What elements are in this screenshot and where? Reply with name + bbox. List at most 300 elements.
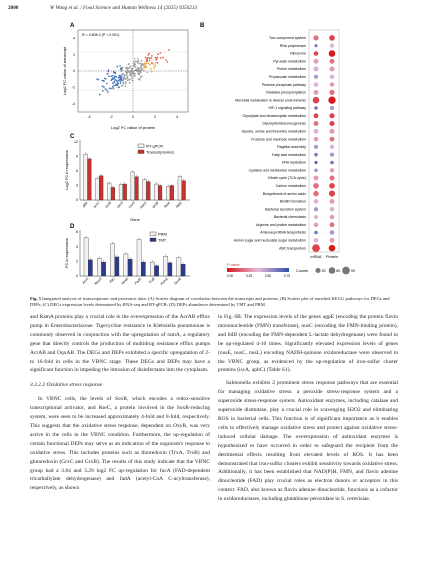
y-tick-label: 12 bbox=[74, 140, 78, 145]
bubble-mrna bbox=[313, 191, 318, 196]
y-tick-label: 4 bbox=[73, 36, 75, 41]
bar-rtqpcr bbox=[143, 180, 147, 200]
scatter-point bbox=[142, 65, 144, 67]
bubble-protein bbox=[329, 183, 335, 189]
scatter-point bbox=[148, 62, 150, 64]
bar-rtqpcr bbox=[178, 177, 182, 200]
scatter-point bbox=[157, 62, 159, 64]
bubble-mrna bbox=[313, 97, 320, 104]
bar-tmt bbox=[88, 260, 92, 276]
y-tick-label: -4 bbox=[71, 102, 75, 106]
y-tick-label: 6 bbox=[76, 169, 78, 174]
body-column-right bbox=[218, 313, 398, 508]
bubble-mrna bbox=[312, 244, 320, 252]
scatter-point bbox=[159, 52, 161, 54]
pvalue-ticks bbox=[227, 274, 290, 278]
bar-tmt bbox=[181, 264, 185, 276]
scatter-point bbox=[121, 85, 123, 87]
scatter-point bbox=[119, 75, 121, 77]
pvalue-colorbar bbox=[227, 268, 289, 272]
figure-caption bbox=[30, 296, 400, 308]
scatter-point bbox=[145, 57, 147, 59]
scatter-point bbox=[157, 57, 159, 59]
bubble-mrna bbox=[314, 176, 319, 181]
scatter-point bbox=[105, 88, 107, 90]
bubble-protein bbox=[330, 199, 335, 204]
bar-transcriptomics bbox=[182, 181, 186, 200]
scatter-point bbox=[129, 82, 131, 84]
scatter-point bbox=[108, 69, 110, 71]
scatter-point bbox=[150, 68, 152, 70]
bubble-mrna bbox=[314, 223, 318, 227]
legend-swatch-transcriptomics bbox=[138, 150, 144, 154]
bubble-protein bbox=[330, 82, 334, 86]
x-tick-label: -2 bbox=[109, 115, 113, 119]
scatter-point bbox=[138, 71, 140, 73]
scatter-point bbox=[102, 90, 104, 92]
counts-legend-title: Counts bbox=[296, 269, 309, 273]
bar-transcriptomics bbox=[146, 182, 150, 200]
pathway-label: Amino sugar and nucleotide sugar metabolism bbox=[234, 238, 306, 243]
scatter-point bbox=[162, 57, 164, 59]
scatter-point bbox=[117, 83, 119, 85]
scatter-point bbox=[160, 57, 162, 59]
scatter-point bbox=[144, 63, 146, 65]
scatter-point bbox=[138, 60, 140, 62]
scatter-point bbox=[140, 67, 142, 69]
scatter-point bbox=[134, 75, 136, 77]
scatter-point bbox=[113, 88, 115, 90]
category-label: fadD bbox=[174, 200, 183, 209]
scatter-point bbox=[134, 58, 136, 60]
pvalue-tick-label: 0.25 bbox=[246, 274, 253, 278]
pathway-label: Carbon metabolism bbox=[275, 184, 306, 188]
scatter-point bbox=[135, 64, 137, 66]
scatter-point bbox=[128, 64, 130, 66]
legend-label-rtqpcr: RT-qPCR bbox=[146, 143, 164, 149]
bubble-protein bbox=[330, 207, 334, 211]
bar-tmt bbox=[154, 266, 158, 276]
counts-legend-bubble bbox=[342, 267, 350, 275]
category-label: qnrB bbox=[151, 200, 160, 209]
y-tick-label: 0 bbox=[76, 274, 78, 279]
scatter-point bbox=[155, 62, 157, 64]
panel-b-rows bbox=[234, 35, 339, 252]
bubble-mrna bbox=[314, 215, 318, 219]
scatter-point bbox=[138, 78, 140, 80]
scatter-point bbox=[103, 86, 105, 88]
scatter-point bbox=[128, 78, 130, 80]
right-paragraph-2: Salmonella exhibits 2 prominent stress response pathways that are essential for managing oxidative stress: a peroxide stress-response system and a superoxide stress-response system. Antioxidant enzymes, including catalase and superoxide dismutase, play a crucial role in scavenging H2O2 and eliminating ROS in bacterial cells. This function is of significant importance as it enables cells to effectively manage oxidative stress and protect against oxidative stress-induced cellular damage. The overexpression of antioxidant enzymes is hypothesized to have occurred in order to safeguard the recipient from the detrimental effects resulting from elevated levels of ROS. It has been demonstrated that iron-sulfur clusters exhibit sensitivity towards oxidative stress. Additionally, it has been established that NAD(P)H, FMN, and flavin adenine dinucleotide (FAD) play crucial roles as electron donors or acceptors in this context. FAD, also known as flavin adenine dinucleotide, functions as a cofactor in oxidoreductases, including glutathione peroxidase in S. cerevisiae. bbox=[218, 380, 398, 503]
scatter-point bbox=[143, 66, 145, 68]
scatter-point bbox=[126, 74, 128, 76]
panel-d-label: D bbox=[70, 224, 75, 230]
scatter-point bbox=[141, 69, 143, 71]
bubble-protein bbox=[329, 129, 334, 134]
scatter-point bbox=[113, 71, 115, 73]
scatter-point bbox=[116, 84, 118, 86]
category-label: gltA bbox=[81, 200, 89, 208]
bubble-mrna bbox=[313, 66, 318, 71]
scatter-point bbox=[151, 55, 153, 57]
left-paragraph-2: In VBNC cells, the levels of SoxR, which encodes a redox-sensitive transcriptional activator, and RseC, a protein involved in the SoxR-reducing system, were seen to be increased approximately 4-fold and 8-fold, respectively. This suggests that the oxidative stress response, dependent on OxyR, was very active in the cells in the VBNC condition. Furthermore, the up-regulation of certain functional DEPs may serve as an indication of the organism's response to oxidative stress. This includes proteins such as thioredoxin (TrxA, TrxB) and glutaredoxin (GrxC and GrxB). The results of this study indicate that the VBNC group had a 3.84 and 3.29 log2 FC up-regulation for fucA (FAD-dependent tricarballylate dehydrogenase) and fadA (acetyl-CoA C-acyltransferase), respectively, as shown bbox=[30, 396, 210, 492]
pathway-label: Propanoate metabolism bbox=[269, 75, 306, 79]
bubble-protein bbox=[329, 66, 334, 71]
pathway-label: Aminoacyl-tRNA biosynthesis bbox=[260, 230, 306, 235]
scatter-point bbox=[110, 88, 112, 90]
bar-rtqpcr bbox=[96, 178, 100, 200]
counts-legend-bubble bbox=[329, 267, 336, 274]
bubble-protein bbox=[329, 121, 334, 126]
left-paragraph-1: and RamA proteins play a crucial role in the overexpression of the AcrAB efflux pump in Enterobacteriaceae. Tigecycline resistance in Klebsiella pneumoniae is commonly observed in conjunction with the upregulation of ramA, a regulatory gene that directly controls the production of multidrug resistance efflux pumps AcrAB and OqxAB. The DEGs and DEPs exhibited a specific upregulation of 2- to 16-fold in cells in the VBNC stage. These DEGs and DEPs may have a significant function in impeding the intrusion of disinfectants into the cytoplasm. bbox=[30, 314, 210, 374]
panel-d-ylabel: FC in expression bbox=[64, 237, 69, 269]
bar-transcriptomics bbox=[88, 159, 92, 200]
scatter-point bbox=[151, 71, 153, 73]
bubble-mrna bbox=[314, 44, 317, 47]
scatter-point bbox=[116, 81, 118, 83]
y-tick-label: 3 bbox=[76, 183, 78, 188]
pathway-label: Arginine and proline metabolism bbox=[256, 222, 306, 227]
x-tick-label: 0 bbox=[132, 115, 134, 119]
scatter-point bbox=[121, 68, 123, 70]
bar-prm bbox=[163, 256, 167, 276]
panel-c-ylabel: Log2 FC in expression bbox=[64, 149, 69, 191]
scatter-point bbox=[118, 86, 120, 88]
pathway-label: Bacterial chemotaxis bbox=[273, 215, 306, 220]
scatter-point bbox=[123, 80, 125, 82]
counts-legend-label: 90 bbox=[350, 269, 355, 273]
scatter-point bbox=[125, 85, 127, 87]
bubble-mrna bbox=[314, 129, 319, 134]
bubble-mrna bbox=[314, 231, 318, 235]
pathway-label: Pyruvate metabolism bbox=[273, 59, 306, 64]
scatter-point bbox=[140, 65, 142, 67]
x-tick-label: 4 bbox=[176, 115, 178, 119]
bubble-protein bbox=[329, 50, 336, 57]
pathway-label: Cysteine and methionine metabolism bbox=[248, 168, 306, 173]
scatter-point bbox=[140, 72, 142, 74]
scatter-point bbox=[129, 67, 131, 69]
pathway-label: Purine metabolism bbox=[277, 67, 306, 72]
bubble-protein bbox=[330, 238, 335, 243]
bubble-protein bbox=[329, 191, 335, 197]
bubble-protein bbox=[330, 168, 334, 172]
bar-prm bbox=[124, 254, 128, 276]
bar-prm bbox=[110, 244, 114, 276]
bubble-mrna bbox=[314, 137, 318, 141]
bar-rtqpcr bbox=[119, 185, 123, 200]
scatter-point bbox=[110, 75, 112, 77]
pathway-label: Fatty acid metabolism bbox=[271, 152, 306, 157]
y-tick-label: -2 bbox=[71, 85, 75, 90]
scatter-point bbox=[119, 77, 121, 79]
scatter-point bbox=[154, 65, 156, 67]
scatter-point bbox=[98, 79, 100, 81]
y-tick-label: 9 bbox=[76, 154, 78, 159]
category-label: FliC bbox=[108, 276, 116, 284]
category-label: MotA bbox=[120, 276, 130, 286]
pvalue-tick-label: 0.50 bbox=[265, 274, 272, 278]
bubble-mrna bbox=[314, 145, 318, 149]
bubble-protein bbox=[330, 106, 334, 110]
scatter-point bbox=[166, 61, 168, 63]
pathway-label: Flagellar assembly bbox=[276, 145, 306, 150]
bubble-mrna bbox=[314, 113, 319, 118]
bubble-mrna bbox=[314, 161, 317, 164]
category-label: fadA bbox=[163, 200, 172, 209]
bar-tmt bbox=[141, 262, 145, 276]
category-label: acrC bbox=[92, 200, 101, 209]
scatter-point bbox=[134, 73, 136, 75]
scatter-point bbox=[151, 62, 153, 64]
scatter-point bbox=[149, 64, 151, 66]
scatter-point bbox=[147, 54, 149, 56]
category-label: FadA bbox=[133, 276, 143, 286]
scatter-point bbox=[137, 58, 139, 60]
scatter-point bbox=[135, 60, 137, 62]
page-header bbox=[0, 5, 427, 15]
bubble-mrna bbox=[314, 153, 318, 157]
scatter-point bbox=[165, 59, 167, 61]
scatter-point bbox=[134, 65, 136, 67]
panel-b-label: B bbox=[200, 23, 205, 29]
scatter-point bbox=[137, 62, 139, 64]
scatter-point bbox=[156, 58, 158, 60]
caption-text: Integrated analysis of transcriptomic and proteomic data. (A) Scatter diagram of correlation between the transcripts and proteins; (B) Scatter plot of enriched KEGG pathways for DEGs and DEPs; (C) DEGs expression levels determined by RNA-seq and RT-qPCR; (D) DEPs abundance determined by TMT and PRM. bbox=[30, 296, 390, 308]
bubble-mrna bbox=[314, 199, 318, 203]
panel-b-frame bbox=[309, 30, 339, 252]
pathway-label: Fructose and mannose metabolism bbox=[251, 137, 306, 142]
bubble-protein bbox=[330, 161, 334, 165]
scatter-point bbox=[146, 60, 148, 62]
bar-tmt bbox=[115, 257, 119, 276]
scatter-point bbox=[130, 79, 132, 81]
legend-swatch-tmt bbox=[150, 238, 156, 242]
pathway-label: Biofilm formation bbox=[279, 199, 306, 204]
bubble-mrna bbox=[314, 207, 318, 211]
pathway-label: Two-component system bbox=[269, 36, 306, 41]
bubble-mrna bbox=[313, 35, 318, 40]
scatter-point bbox=[130, 73, 132, 75]
body-column-left bbox=[30, 313, 210, 497]
scatter-point bbox=[119, 65, 121, 67]
bubble-mrna bbox=[314, 59, 319, 64]
right-paragraph-1: in Fig. 6B. The expression levels of the genes agpE (encoding the protein flavin mononucleotide (FMN) transferase), nusC (encoding the FMN-binding protein), and lldD (encoding the FMN-dependent L-lactate dehydrogenase) were found to be up-regulated 4-16 times. Significantly elevated expression levels of genes (nusE, nusC, nusL) encoding NADH-quinone oxidoreductase were observed in the VBNC group, as evidenced by the up-regulation of iron-sulfur cluster proteins (iscA, apbC) (Table S1). bbox=[218, 314, 398, 374]
counts-legend-bubble bbox=[315, 268, 320, 273]
bubble-protein bbox=[329, 35, 335, 41]
scatter-point bbox=[139, 69, 141, 71]
panel-d bbox=[64, 224, 190, 286]
legend-label-prm: PRM bbox=[158, 231, 167, 237]
bar-transcriptomics bbox=[123, 184, 127, 200]
scatter-point bbox=[147, 72, 149, 74]
scatter-point bbox=[122, 67, 124, 69]
section-heading: 3.3.2.2 Oxidative stress response bbox=[30, 382, 103, 389]
pathway-label: Glycine, serine and threonine metabolism bbox=[241, 129, 306, 134]
scatter-point bbox=[124, 74, 126, 76]
scatter-point bbox=[146, 63, 148, 65]
figure-5 bbox=[0, 18, 427, 296]
scatter-point bbox=[112, 75, 114, 77]
category-label: RpoS bbox=[93, 276, 103, 286]
bar-tmt bbox=[168, 263, 172, 276]
scatter-point bbox=[111, 79, 113, 81]
scatter-point bbox=[142, 68, 144, 70]
scatter-point bbox=[123, 83, 125, 85]
category-label: rpoS bbox=[116, 200, 124, 209]
scatter-point bbox=[120, 81, 122, 83]
bar-transcriptomics bbox=[170, 186, 174, 201]
scatter-point bbox=[168, 49, 170, 51]
scatter-point bbox=[153, 67, 155, 69]
bubble-protein bbox=[330, 44, 334, 48]
category-label: SoxR bbox=[173, 276, 183, 286]
scatter-point bbox=[127, 76, 129, 78]
scatter-point bbox=[120, 79, 122, 81]
bubble-mrna bbox=[314, 75, 318, 79]
pathway-label: RNA polymerase bbox=[279, 43, 306, 48]
scatter-point bbox=[149, 60, 151, 62]
bubble-protein bbox=[329, 175, 334, 180]
panel-c-xlabel: Gene bbox=[130, 217, 140, 222]
bar-rtqpcr bbox=[107, 183, 111, 200]
scatter-point bbox=[122, 82, 124, 84]
scatter-point bbox=[119, 79, 121, 81]
scatter-point bbox=[102, 85, 104, 87]
panel-a-stat: R = 0.608 4 (P < 0.001) bbox=[82, 33, 120, 37]
bar-rtqpcr bbox=[131, 172, 135, 200]
bar-transcriptomics bbox=[135, 177, 139, 200]
bubble-protein bbox=[330, 75, 334, 79]
bar-tmt bbox=[128, 259, 132, 276]
bubble-protein bbox=[329, 245, 336, 252]
bubble-protein bbox=[330, 230, 334, 234]
scatter-point bbox=[107, 73, 109, 75]
scatter-point bbox=[108, 75, 110, 77]
scatter-point bbox=[112, 86, 114, 88]
scatter-point bbox=[146, 66, 148, 68]
scatter-point bbox=[114, 77, 116, 79]
bubble-protein bbox=[330, 153, 334, 157]
bubble-mrna bbox=[314, 238, 318, 242]
scatter-point bbox=[115, 76, 117, 78]
bar-tmt bbox=[101, 262, 105, 276]
scatter-point bbox=[104, 78, 106, 80]
scatter-point bbox=[155, 57, 157, 59]
scatter-point bbox=[96, 78, 98, 80]
pathway-label: Ribosome bbox=[290, 51, 306, 56]
bubble-protein bbox=[330, 222, 335, 227]
bar-prm bbox=[97, 258, 101, 276]
panel-c bbox=[64, 134, 190, 222]
bubble-mrna bbox=[314, 121, 319, 126]
bubble-mrna bbox=[314, 82, 318, 86]
panel-b-col-protein: Protein bbox=[325, 255, 339, 259]
journal-citation: W Wang et al. / Food Science and Human Wellness 14 (2025) 9250213 bbox=[50, 5, 198, 11]
panel-a-ylabel: Log2 FC ration of transcript bbox=[62, 46, 67, 96]
pathway-label: Pentose phosphate pathway bbox=[261, 82, 306, 87]
pathway-label: Bacterial secretion system bbox=[265, 207, 306, 212]
counts-legend bbox=[315, 267, 354, 275]
scatter-point bbox=[147, 57, 149, 59]
legend-swatch-prm bbox=[150, 232, 156, 236]
panel-c-label: C bbox=[70, 134, 75, 140]
panel-a-xlabel: Log2 FC ration of protein bbox=[110, 125, 156, 130]
pathway-label: Oxidative phosphorylation bbox=[265, 90, 306, 95]
bubble-protein bbox=[330, 215, 334, 219]
scatter-point bbox=[133, 61, 135, 63]
counts-legend-label: 60 bbox=[336, 269, 341, 273]
category-label: FumA bbox=[159, 276, 169, 287]
pathway-label: Citrate cycle (TCA cycle) bbox=[267, 176, 306, 181]
bar-prm bbox=[137, 239, 141, 276]
x-tick-label: 2 bbox=[154, 115, 156, 119]
bubble-mrna bbox=[314, 106, 318, 110]
scatter-point bbox=[140, 76, 142, 78]
scatter-point bbox=[135, 66, 137, 68]
category-label: acrB bbox=[104, 200, 113, 209]
scatter-point bbox=[125, 83, 127, 85]
bubble-protein bbox=[330, 145, 334, 149]
scatter-point bbox=[114, 79, 116, 81]
panel-a bbox=[62, 23, 188, 130]
scatter-point bbox=[118, 77, 120, 79]
pathway-label: Glyoxylate and dicarboxylate metabolism bbox=[242, 114, 306, 118]
scatter-point bbox=[112, 82, 114, 84]
scatter-point bbox=[126, 72, 128, 74]
scatter-point bbox=[115, 72, 117, 74]
scatter-point bbox=[123, 78, 125, 80]
panel-d-bars bbox=[84, 236, 185, 276]
bar-prm bbox=[84, 238, 88, 276]
scatter-point bbox=[114, 82, 116, 84]
y-tick-label: 2 bbox=[73, 52, 75, 57]
pathway-label: DNA replication bbox=[281, 160, 306, 165]
y-tick-label: 6 bbox=[76, 230, 78, 235]
page-number: 2000 bbox=[8, 5, 19, 11]
scatter-point bbox=[131, 69, 133, 71]
bar-transcriptomics bbox=[111, 187, 115, 200]
panel-c-bars bbox=[84, 149, 186, 200]
scatter-point bbox=[120, 82, 122, 84]
bubble-protein bbox=[329, 90, 334, 95]
bubble-mrna bbox=[313, 183, 319, 189]
scatter-point bbox=[127, 68, 129, 70]
scatter-point bbox=[143, 70, 145, 72]
scatter-point bbox=[150, 57, 152, 59]
panel-b bbox=[200, 23, 355, 278]
bar-transcriptomics bbox=[99, 176, 103, 200]
scatter-point bbox=[106, 83, 108, 85]
pathway-label: Biosynthesis of amino acids bbox=[262, 191, 306, 196]
bubble-protein bbox=[328, 97, 335, 104]
scatter-point bbox=[136, 69, 138, 71]
scatter-point bbox=[125, 78, 127, 80]
scatter-point bbox=[117, 66, 119, 68]
bar-prm bbox=[177, 258, 181, 276]
bubble-mrna bbox=[314, 168, 318, 172]
pathway-label: Glycolysis/Gluconeogenesis bbox=[262, 121, 306, 126]
scatter-point bbox=[157, 53, 159, 55]
y-tick-label: 4 bbox=[76, 244, 78, 249]
caption-label: Fig. 5 bbox=[30, 296, 41, 301]
scatter-point bbox=[139, 78, 141, 80]
bubble-protein bbox=[329, 113, 334, 118]
bar-transcriptomics bbox=[158, 186, 162, 201]
pvalue-tick-label: 0.00 bbox=[227, 274, 234, 278]
panel-a-ticks bbox=[72, 36, 178, 119]
scatter-point bbox=[126, 77, 128, 79]
